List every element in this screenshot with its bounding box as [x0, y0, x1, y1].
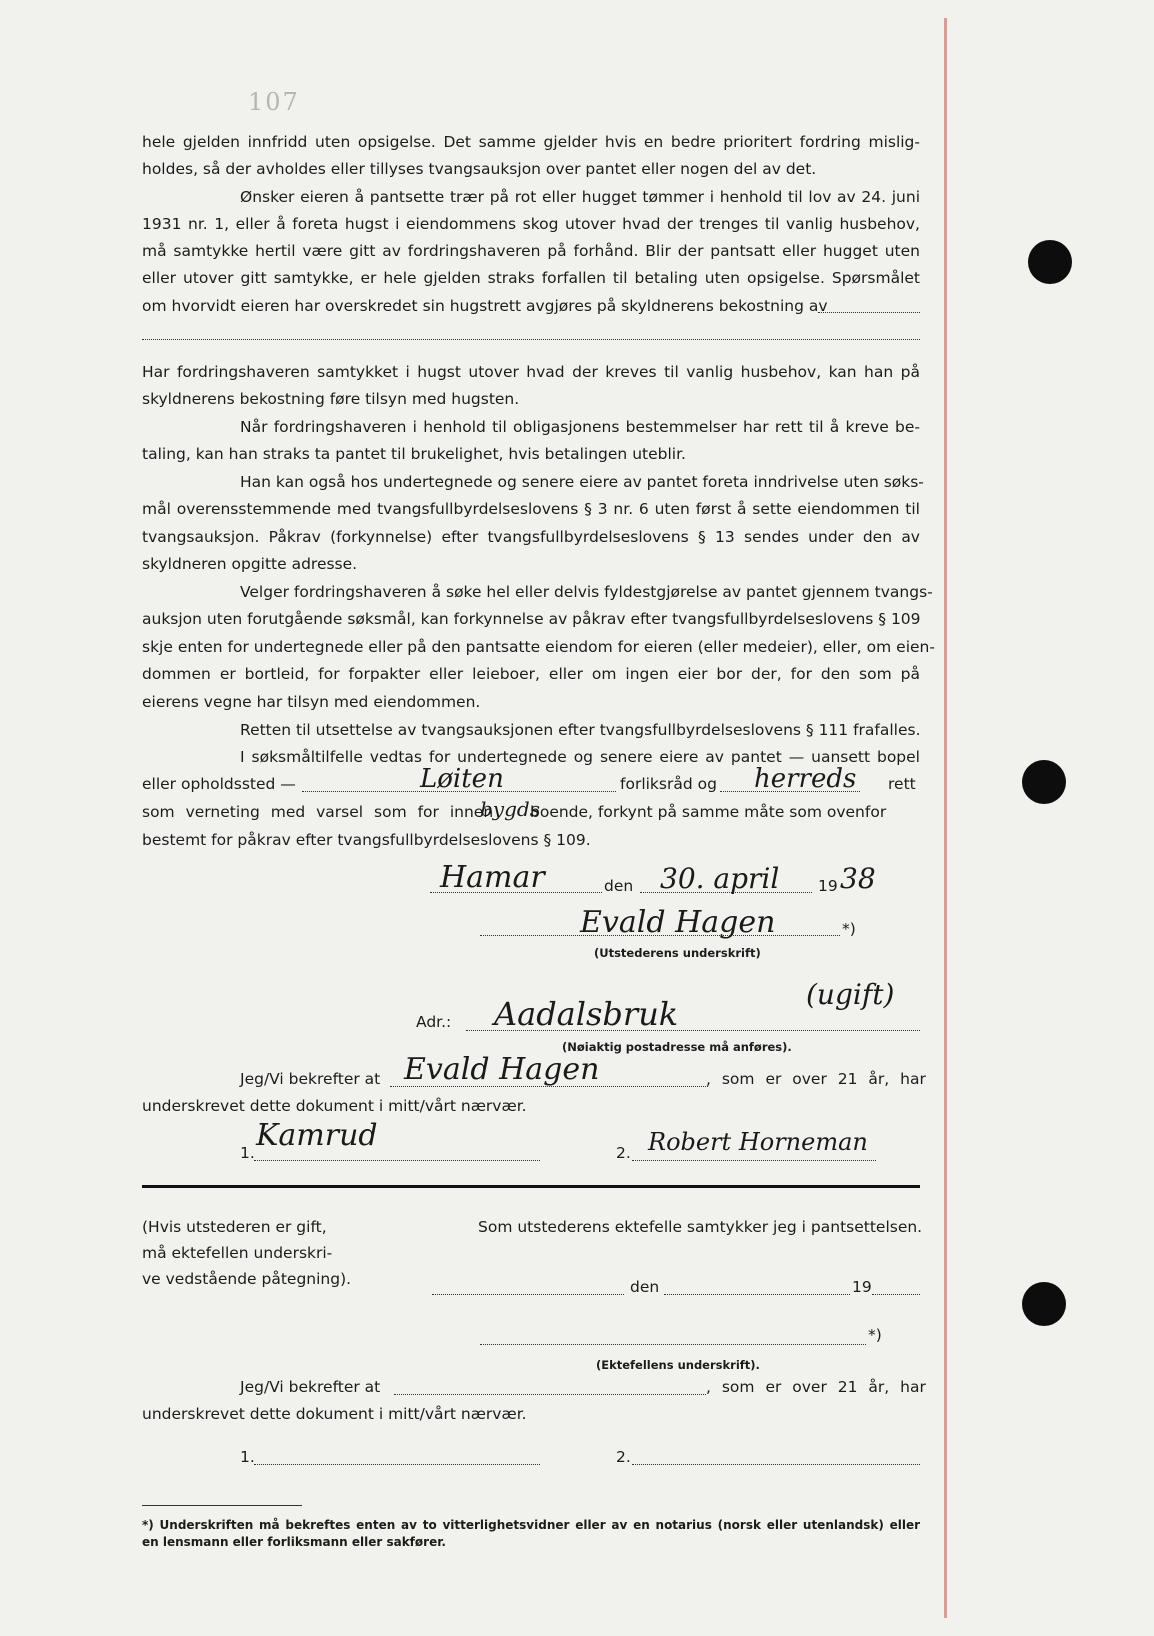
text-line: Når fordringshaveren i henhold til obligasjonens bestemmelser har rett til å kreve be-: [240, 418, 920, 436]
text-line: om hvorvidt eieren har overskredet sin hugstrett avgjøres på skyldnerens bekostning av: [142, 297, 828, 315]
blank-line: [664, 1294, 850, 1295]
spouse-note: (Hvis utstederen er gift,: [142, 1218, 327, 1236]
spouse-den-label: den: [630, 1278, 660, 1296]
text-line: eller utover gitt samtykke, er hele gjelden straks forfallen til betaling uten opsigelse. Spørsmålet: [142, 269, 920, 287]
blank-line: [632, 1160, 876, 1161]
blank-line: [394, 1394, 706, 1395]
asterisk-mark: *): [842, 920, 856, 938]
margin-line: [944, 18, 947, 1618]
text-line: auksjon uten forutgående søksmål, kan forkynnelse av påkrav efter tvangsfullbyrdelseslovens § 109: [142, 610, 921, 628]
witness-line2: underskrevet dette dokument i mitt/vårt nærvær.: [142, 1097, 527, 1115]
text-line: taling, kan han straks ta pantet til brukelighet, hvis betalingen uteblir.: [142, 445, 686, 463]
footnote-line: *) Underskriften må bekreftes enten av to vitterlighetsvidner eller av en notarius (norsk eller utenlandsk) eller: [142, 1518, 920, 1532]
witness2-prefix: Jeg/Vi bekrefter at: [240, 1378, 381, 1396]
witness-number-1: 1.: [240, 1144, 255, 1162]
spouse-signature-line: [480, 1344, 866, 1345]
section-divider: [142, 1185, 920, 1188]
blank-line: [142, 339, 920, 340]
spouse-asterisk: *): [868, 1326, 882, 1344]
spouse-year-prefix: 19: [852, 1278, 872, 1296]
blank-line: [432, 1294, 624, 1295]
spouse-caption: (Ektefellens underskrift).: [596, 1358, 760, 1372]
text-line: tvangsauksjon. Påkrav (forkynnelse) efter tvangsfullbyrdelseslovens § 13 sendes under den av: [142, 528, 920, 546]
text-line: Har fordringshaveren samtykket i hugst utover hvad der kreves til vanlig husbehov, kan han på: [142, 363, 920, 381]
witness2-line2: underskrevet dette dokument i mitt/vårt nærvær.: [142, 1405, 527, 1423]
court-name-handwritten: Løiten: [420, 764, 504, 794]
blank-line: [872, 1294, 920, 1295]
date-handwritten: 30. april: [660, 862, 780, 895]
text-line: eierens vegne har tilsyn med eiendommen.: [142, 693, 481, 711]
issuer-signature: Evald Hagen: [580, 905, 776, 940]
venue-suffix: rett: [888, 775, 916, 793]
text-line: skyldneren opgitte adresse.: [142, 555, 358, 573]
text-line: bestemt for påkrav efter tvangsfullbyrdelseslovens § 109.: [142, 831, 591, 849]
address-caption: (Nøiaktig postadresse må anføres).: [562, 1040, 792, 1054]
text-line: må samtykke hertil være gitt av fordringshaveren på forhånd. Blir der pantsatt eller hugget uten: [142, 242, 920, 260]
spouse-consent-text: Som utstederens ektefelle samtykker jeg i pantsettelsen.: [478, 1218, 923, 1236]
address-handwritten: Aadalsbruk: [494, 995, 679, 1033]
witness2-number-2: 2.: [616, 1448, 631, 1466]
footnote-line: en lensmann eller forliksmann eller sakfører.: [142, 1535, 446, 1549]
text-line: 1931 nr. 1, eller å foreta hugst i eiendommens skog utover hvad der trenges til vanlig husbehov,: [142, 215, 920, 233]
witness2-signature: Robert Horneman: [648, 1128, 868, 1156]
text-line: mål overensstemmende med tvangsfullbyrdelseslovens § 3 nr. 6 uten først å sette eiendommen til: [142, 500, 920, 518]
address-label: Adr.:: [416, 1013, 452, 1031]
year-handwritten: 38: [840, 862, 876, 895]
spouse-note: må ektefellen underskri-: [142, 1244, 333, 1262]
year-prefix: 19: [818, 877, 838, 895]
venue-mid: forliksråd og: [620, 775, 717, 793]
witness-suffix: , som er over 21 år, har: [706, 1070, 926, 1088]
text-line: dommen er bortleid, for forpakter eller leieboer, eller om ingen eier bor der, for den som på: [142, 665, 920, 683]
blank-line: [818, 312, 920, 313]
text-line: skyldnerens bekostning føre tilsyn med hugsten.: [142, 390, 520, 408]
witness-number-2: 2.: [616, 1144, 631, 1162]
issuer-caption: (Utstederens underskrift): [594, 946, 761, 960]
punch-hole-icon: [1028, 240, 1072, 284]
marital-status-handwritten: (ugift): [806, 978, 895, 1011]
text-line: holdes, så der avholdes eller tillyses tvangsauksjon over pantet eller nogen del av det.: [142, 160, 817, 178]
text-line: I søksmåltilfelle vedtas for undertegnede og senere eiere av pantet — uansett bopel: [240, 748, 920, 766]
witness2-number-1: 1.: [240, 1448, 255, 1466]
venue-line2-prefix: som verneting med varsel som for innen: [142, 803, 494, 821]
court-type-handwritten: herreds: [754, 764, 857, 794]
punch-hole-icon: [1022, 760, 1066, 804]
witnessed-name-handwritten: Evald Hagen: [404, 1052, 600, 1087]
text-line: Velger fordringshaveren å søke hel eller delvis fyldestgjørelse av pantet gjennem tvangs-: [240, 583, 933, 601]
text-line: Han kan også hos undertegnede og senere eiere av pantet foreta inndrivelse uten søks-: [240, 473, 924, 491]
footnote-rule: [142, 1505, 302, 1506]
venue-line2-suffix: boende, forkynt på samme måte som ovenfor: [530, 803, 887, 821]
bygd-handwritten: bygds: [480, 797, 540, 821]
venue-prefix: eller opholdssted —: [142, 775, 296, 793]
blank-line: [632, 1464, 920, 1465]
page-number: 107: [248, 88, 300, 116]
date-den-label: den: [604, 877, 634, 895]
punch-hole-icon: [1022, 1282, 1066, 1326]
text-line: Ønsker eieren å pantsette trær på rot eller hugget tømmer i henhold til lov av 24. juni: [240, 188, 920, 206]
text-line: hele gjelden innfridd uten opsigelse. Det samme gjelder hvis en bedre prioritert fordring mislig-: [142, 133, 920, 151]
place-handwritten: Hamar: [440, 860, 545, 895]
witness1-signature: Kamrud: [256, 1118, 378, 1153]
spouse-note: ve vedstående påtegning).: [142, 1270, 352, 1288]
witness2-suffix: , som er over 21 år, har: [706, 1378, 926, 1396]
witness-prefix: Jeg/Vi bekrefter at: [240, 1070, 381, 1088]
blank-line: [254, 1160, 540, 1161]
blank-line: [254, 1464, 540, 1465]
text-line: Retten til utsettelse av tvangsauksjonen efter tvangsfullbyrdelseslovens § 111 frafalles.: [240, 721, 921, 739]
text-line: skje enten for undertegnede eller på den pantsatte eiendom for eieren (eller medeier), eller, om eien-: [142, 638, 935, 656]
